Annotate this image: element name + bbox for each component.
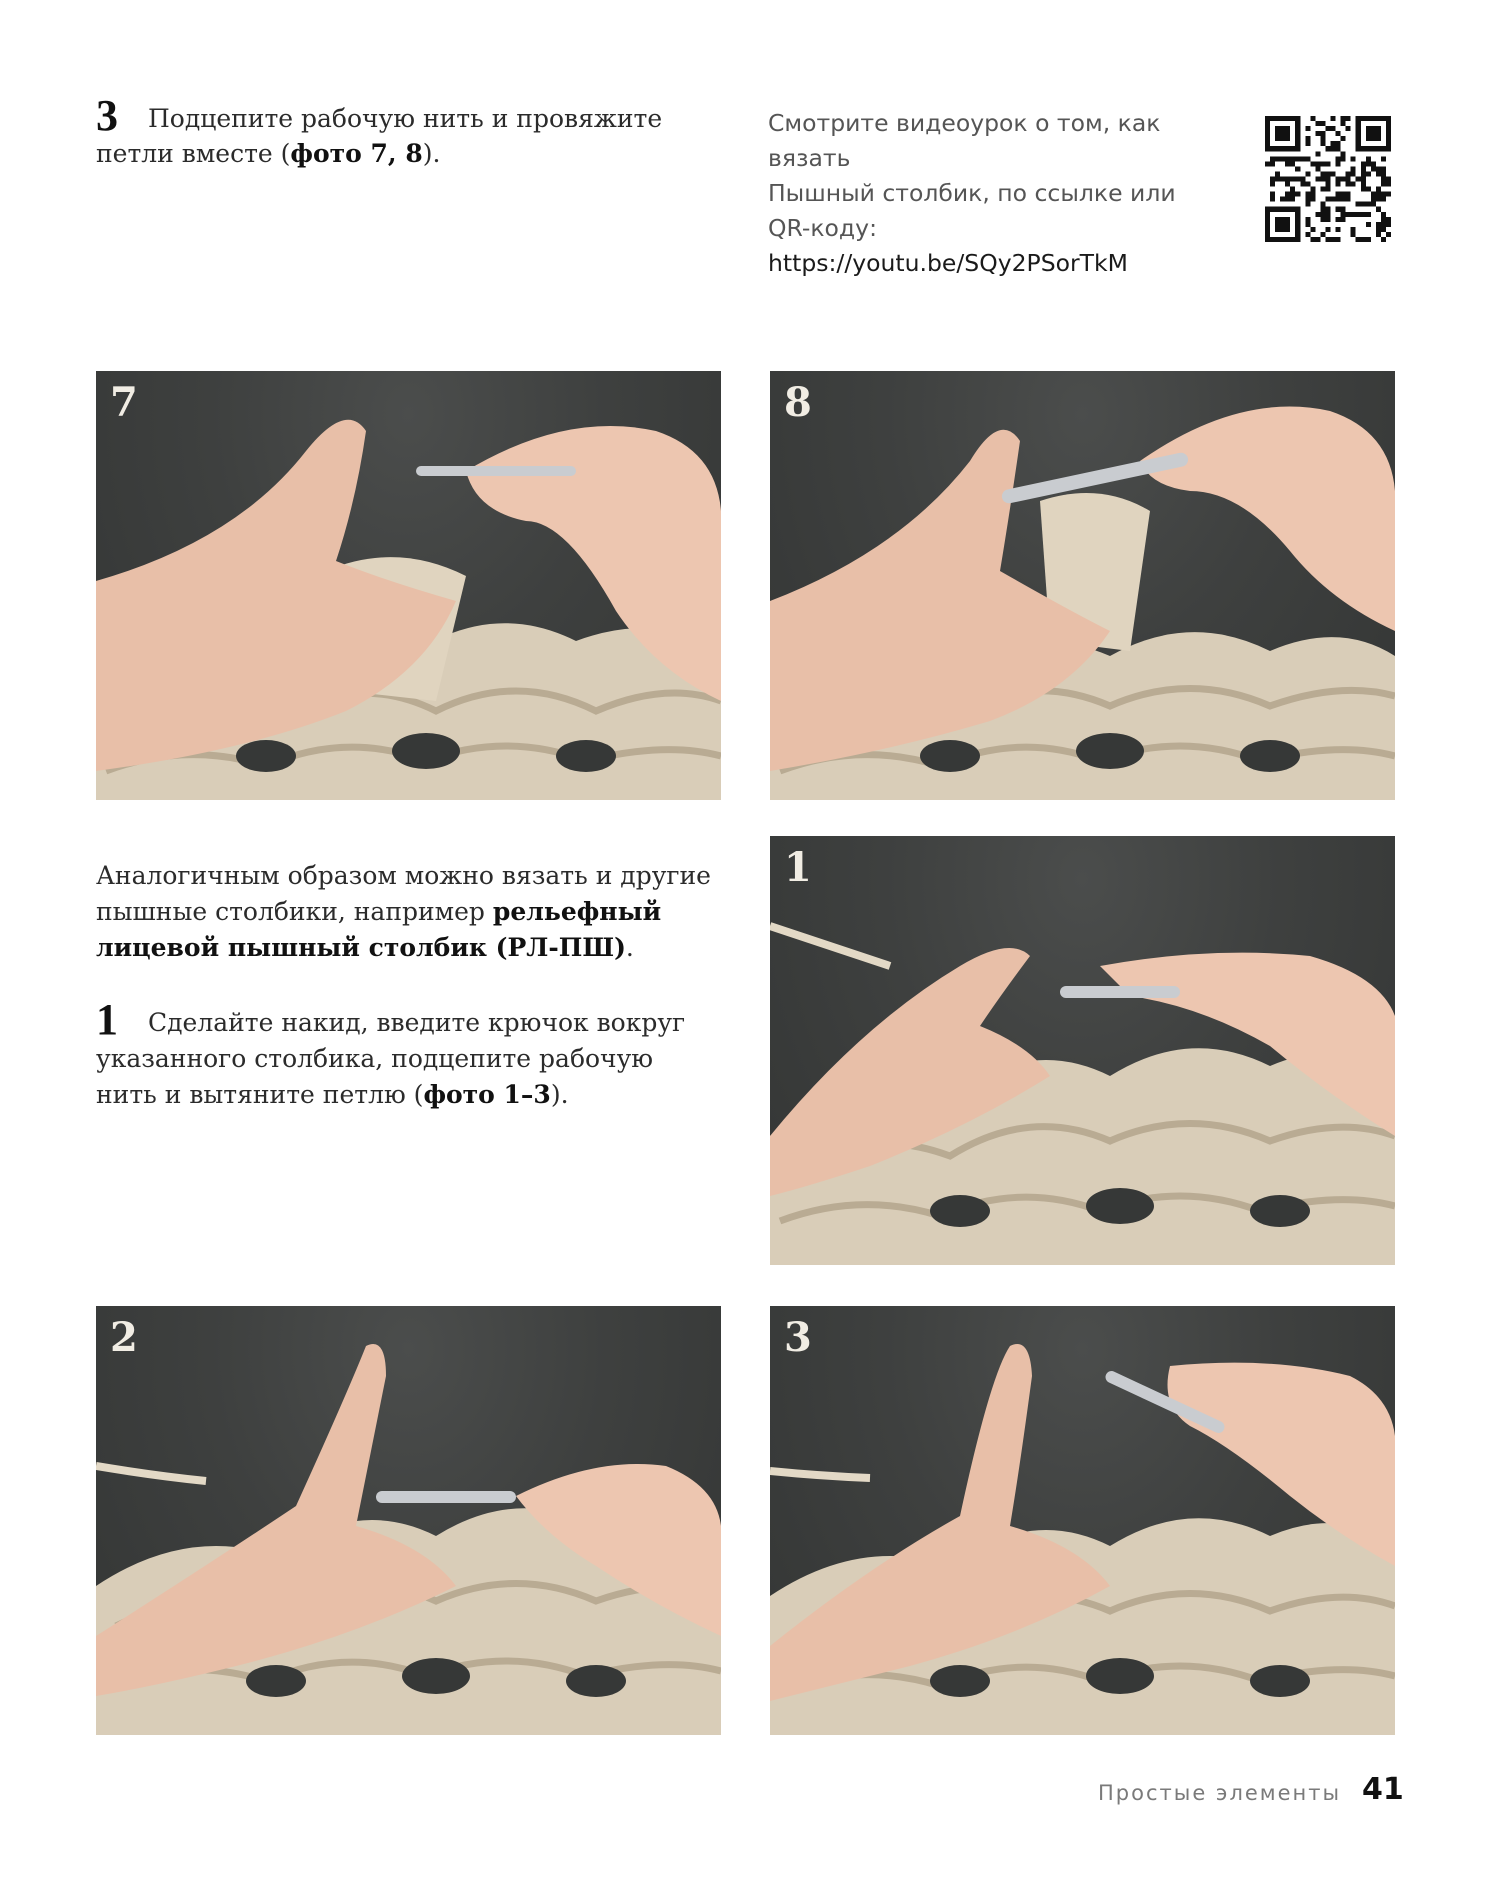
video-link[interactable]: https://youtu.be/SQy2PSorTkM xyxy=(768,249,1128,277)
intro-paragraph xyxy=(96,858,720,966)
photo-1 xyxy=(770,836,1395,1265)
photo-label: 3 xyxy=(784,1314,812,1361)
photo-2 xyxy=(96,1306,721,1735)
step-text-end: ). xyxy=(422,139,441,168)
video-note-line: Смотрите видеоурок о том, как вязать xyxy=(768,109,1161,172)
qr-code-icon[interactable] xyxy=(1265,116,1391,242)
photo-label: 8 xyxy=(784,379,812,426)
paragraph-text: Аналогичным образом можно вязать и другие пышные столбики, например xyxy=(96,861,711,926)
video-note-line: QR-коду: xyxy=(768,214,877,242)
photo-8 xyxy=(770,371,1395,800)
photo-7 xyxy=(96,371,721,800)
step-number: 3 xyxy=(96,91,118,140)
video-note-line: Пышный столбик, по ссылке или xyxy=(768,179,1176,207)
step-3-text xyxy=(96,91,696,171)
photo-label: 7 xyxy=(110,379,138,426)
photo-label: 2 xyxy=(110,1314,138,1361)
step-text-end: ). xyxy=(550,1080,569,1109)
step-1-text xyxy=(96,995,720,1113)
paragraph-text-end: . xyxy=(625,933,634,962)
photo-reference: фото 7, 8 xyxy=(290,139,423,168)
step-number: 1 xyxy=(96,995,118,1044)
step-text: Сделайте накид, введите крючок вокруг указанного столбика, подцепите рабочую нить и вытяните петлю ( xyxy=(96,1008,686,1109)
page-number: 41 xyxy=(1362,1772,1404,1807)
photo-reference: фото 1–3 xyxy=(423,1080,551,1109)
video-note xyxy=(768,106,1248,281)
section-title: Простые элементы xyxy=(1098,1781,1342,1805)
photo-3 xyxy=(770,1306,1395,1735)
instruction-text xyxy=(96,858,720,1113)
term-name: рельефный лицевой пышный столбик (РЛ-ПШ) xyxy=(96,897,662,962)
step-text: Подцепите рабочую нить и провяжите петли вместе ( xyxy=(96,104,663,168)
photo-label: 1 xyxy=(784,844,812,891)
